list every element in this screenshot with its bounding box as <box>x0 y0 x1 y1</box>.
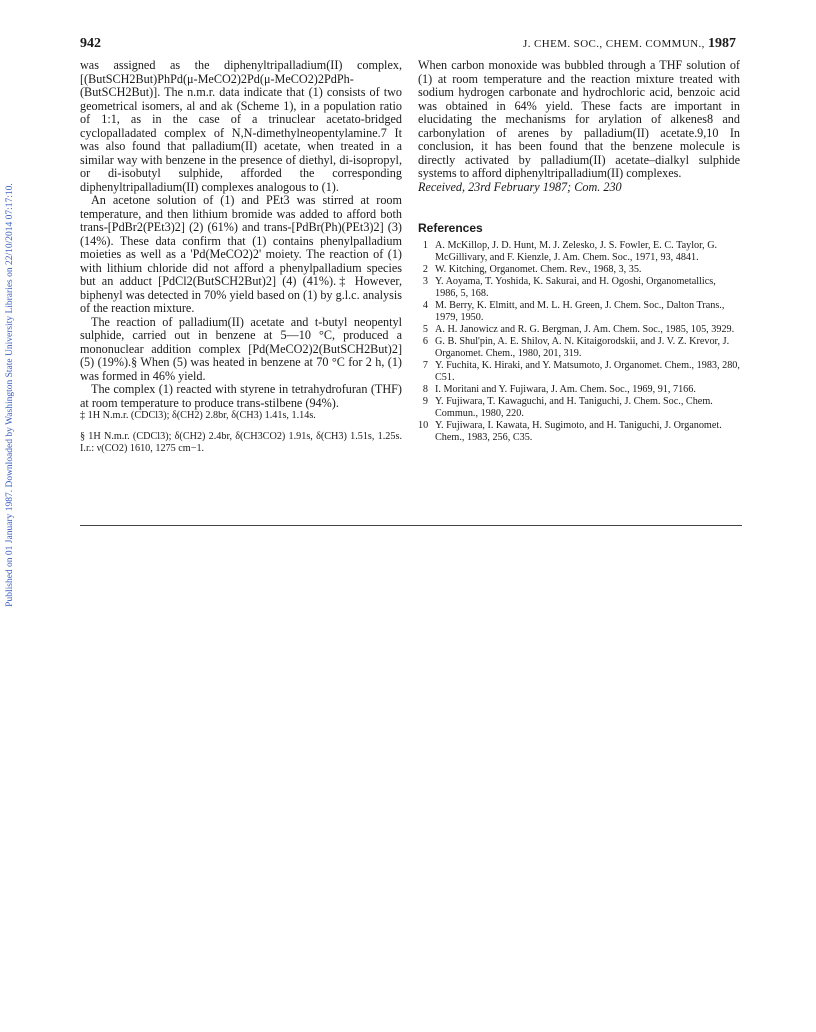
journal-year: 1987 <box>708 36 736 51</box>
page-number: 942 <box>80 36 101 51</box>
reference-number: 9 <box>422 395 428 407</box>
page-end-rule <box>80 525 742 526</box>
reference-number: 1 <box>422 239 428 251</box>
left-column <box>80 59 402 455</box>
received-date: Received, 23rd February 1987; Com. 230 <box>418 179 622 194</box>
references-heading: References <box>418 221 483 235</box>
reference-item <box>418 324 740 336</box>
reference-item <box>418 300 740 324</box>
reference-item <box>418 396 740 420</box>
reference-text: Y. Fuchita, K. Hiraki, and Y. Matsumoto, J. Organomet. Chem., 1983, 280, C51. <box>435 359 740 383</box>
reference-number: 10 <box>418 419 429 431</box>
reference-item <box>418 336 740 360</box>
reference-item <box>418 264 740 276</box>
reference-list <box>418 240 740 444</box>
reference-item <box>418 276 740 300</box>
reference-number: 8 <box>422 383 428 395</box>
reference-item <box>418 384 740 396</box>
journal-name: J. CHEM. SOC., CHEM. COMMUN., <box>523 38 705 50</box>
download-provenance-note: Published on 01 January 1987. Downloaded by Washington State University Libraries on 22/10/2014 07:17:10. <box>5 183 15 607</box>
right-column <box>418 59 740 444</box>
reference-text: A. H. Janowicz and R. G. Bergman, J. Am. Chem. Soc., 1985, 105, 3929. <box>435 323 735 335</box>
reference-text: Y. Fujiwara, I. Kawata, H. Sugimoto, and H. Taniguchi, J. Organomet. Chem., 1983, 256, C35. <box>435 419 722 443</box>
body-paragraph-2: An acetone solution of (1) and PEt3 was stirred at room temperature, and then lithium bromide was added to afford both trans-[PdBr2(PEt3)2] (2) (61%) and trans-[PdBr(Ph)(PEt3)2] (3) (14%). These data confirm that (1) contains phenylpalladium moieties as well as a 'Pd(MeCO2)2' moiety. The reaction of (1) with lithium chloride did not afford a phenylpalladium species but an adduct [PdCl2(ButSCH2But)2] (4) (41%).‡ However, biphenyl was detected in 70% yield based on (1) by g.l.c. analysis of the reaction mixture. <box>80 193 402 315</box>
reference-item <box>418 240 740 264</box>
reference-text: M. Berry, K. Elmitt, and M. L. H. Green, J. Chem. Soc., Dalton Trans., 1979, 1950. <box>435 299 725 323</box>
reference-number: 7 <box>422 359 428 371</box>
footnote-section: § 1H N.m.r. (CDCl3); δ(CH2) 2.4br, δ(CH3CO2) 1.91s, δ(CH3) 1.51s, 1.25s. I.r.: ν(CO2) 1610, 1275 cm−1. <box>80 431 402 454</box>
reference-text: G. B. Shul'pin, A. E. Shilov, A. N. Kitaigorodskii, and J. V. Z. Krevor, J. Organomet. Chem., 1980, 201, 319. <box>435 335 730 359</box>
body-paragraph-3: The reaction of palladium(II) acetate and t-butyl neopentyl sulphide, carried out in benzene at 5—10 °C, produced a mononuclear addition complex [Pd(MeCO2)2(ButSCH2But)2] (5) (19%).§ When (5) was heated in benzene at 70 °C for 2 h, (1) was formed in 46% yield. <box>80 314 402 383</box>
reference-item <box>418 420 740 444</box>
reference-text: A. McKillop, J. D. Hunt, M. J. Zelesko, J. S. Fowler, E. C. Taylor, G. McGillivary, and F. Kienzle, J. Am. Chem. Soc., 1971, 93, 4841. <box>435 239 718 263</box>
reference-text: I. Moritani and Y. Fujiwara, J. Am. Chem. Soc., 1969, 91, 7166. <box>435 383 696 395</box>
reference-text: W. Kitching, Organomet. Chem. Rev., 1968, 3, 35. <box>435 263 642 275</box>
journal-header <box>523 36 736 52</box>
body-paragraph-4: The complex (1) reacted with styrene in tetrahydrofuran (THF) at room temperature to produce trans-stilbene (94%). <box>80 382 402 410</box>
footnote-dagger: ‡ 1H N.m.r. (CDCl3); δ(CH2) 2.8br, δ(CH3) 1.41s, 1.14s. <box>80 410 316 421</box>
reference-number: 4 <box>422 299 428 311</box>
body-paragraph-right: When carbon monoxide was bubbled through a THF solution of (1) at room temperature and the reaction mixture treated with sodium hydrogen carbonate and hydrochloric acid, benzoic acid was obtained in 64% yield. These facts are important in elucidating the mechanisms for arylation of alkenes8 and carbonylation of arenes by palladium(II) acetate.9,10 In conclusion, it has been found that the benzene molecule is directly activated by palladium(II) acetate–dialkyl sulphide systems to afford diphenyltripalladium(II) complexes. <box>418 58 740 180</box>
body-paragraph-1: was assigned as the diphenyltripalladium(II) complex, [(ButSCH2But)PhPd(μ-MeCO2)2Pd(μ-MeCO2)2PdPh-(ButSCH2But)]. The n.m.r. data indicate that (1) consists of two geometrical isomers, al and ak (Scheme 1), in a population ratio of 1:1, as in the case of a trinuclear acetato-bridged cyclopalladated complex of N,N-dimethylneopentylamine.7 It was also found that palladium(II) acetate, when treated in a similar way with benzene in the presence of diethyl, di-isopropyl, or di-isobutyl sulphide, afforded the corresponding diphenyltripalladium(II) complexes analogous to (1). <box>80 58 402 194</box>
reference-text: Y. Fujiwara, T. Kawaguchi, and H. Taniguchi, J. Chem. Soc., Chem. Commun., 1980, 220. <box>435 395 713 419</box>
reference-number: 5 <box>422 323 428 335</box>
reference-number: 6 <box>422 335 428 347</box>
reference-number: 3 <box>422 275 428 287</box>
reference-number: 2 <box>422 263 428 275</box>
reference-item <box>418 360 740 384</box>
reference-text: Y. Aoyama, T. Yoshida, K. Sakurai, and H. Ogoshi, Organometallics, 1986, 5, 168. <box>435 275 716 299</box>
